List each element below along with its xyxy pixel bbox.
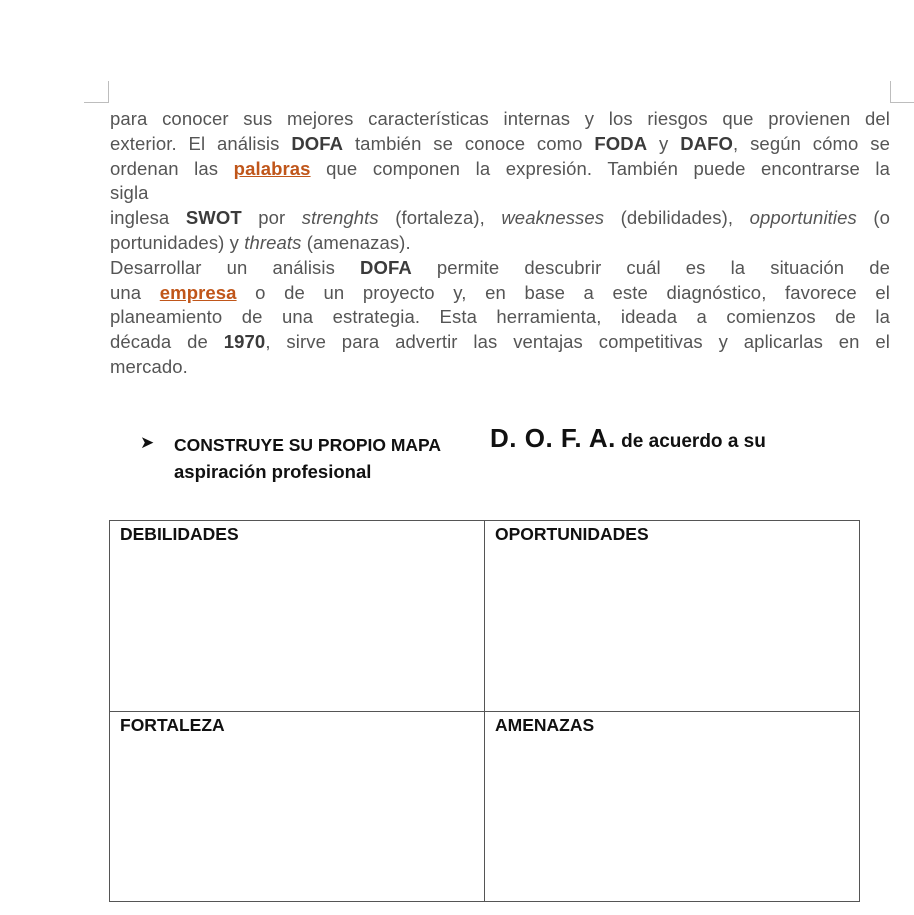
paragraph-1-line-5: inglesa SWOT por strenghts (fortaleza), weaknesses (debilidades), opportunities (o xyxy=(110,207,890,229)
paragraph-2-line-3: planeamiento de una estrategia. Esta herramienta, ideada a comienzos de la xyxy=(110,306,890,328)
body-text xyxy=(110,107,890,380)
heading-dofa: D. O. F. A. de acuerdo a su xyxy=(490,423,766,453)
paragraph-1-line-6: portunidades) y threats (amenazas). xyxy=(110,231,411,253)
cell-oportunidades[interactable] xyxy=(485,521,860,712)
empresa-link[interactable]: empresa xyxy=(159,281,237,303)
paragraph-1-line-2: exterior. El análisis DOFA también se conoce como FODA y DAFO, según cómo se xyxy=(110,132,890,154)
page-corner-mark-right xyxy=(890,81,891,103)
paragraph-1-line-1: para conocer sus mejores características internas y los riesgos que provienen del xyxy=(110,108,890,129)
paragraph-2-line-1: Desarrollar un análisis DOFA permite descubrir cuál es la situación de xyxy=(110,256,891,278)
page-corner-mark-right xyxy=(890,102,914,103)
page-corner-mark-left xyxy=(108,81,109,103)
cell-fortaleza[interactable] xyxy=(110,711,485,902)
heading-line-1: CONSTRUYE SU PROPIO MAPA xyxy=(174,435,442,455)
page-corner-mark-left xyxy=(84,102,109,103)
arrow-bullet-icon: ➤ xyxy=(140,433,155,452)
dofa-matrix-table xyxy=(109,520,860,902)
palabras-link[interactable]: palabras xyxy=(233,157,311,179)
paragraph-2-line-4: década de 1970, sirve para advertir las ventajas competitivas y aplicarlas en el xyxy=(110,331,890,353)
cell-debilidades[interactable] xyxy=(110,521,485,712)
paragraph-2-line-2: una empresa o de un proyecto y, en base a este diagnóstico, favorece el xyxy=(110,281,890,303)
label-fortaleza: FORTALEZA xyxy=(120,714,225,735)
paragraph-1-line-3: ordenan las palabras que componen la expresión. También puede encontrarse la xyxy=(110,157,890,179)
label-debilidades: DEBILIDADES xyxy=(120,524,239,544)
heading-line-2: aspiración profesional xyxy=(174,461,372,482)
label-amenazas: AMENAZAS xyxy=(495,714,595,735)
paragraph-2-line-5: mercado. xyxy=(110,355,188,377)
paragraph-1-line-4: sigla xyxy=(110,182,149,204)
label-oportunidades: OPORTUNIDADES xyxy=(495,524,649,544)
cell-amenazas[interactable] xyxy=(485,711,860,902)
